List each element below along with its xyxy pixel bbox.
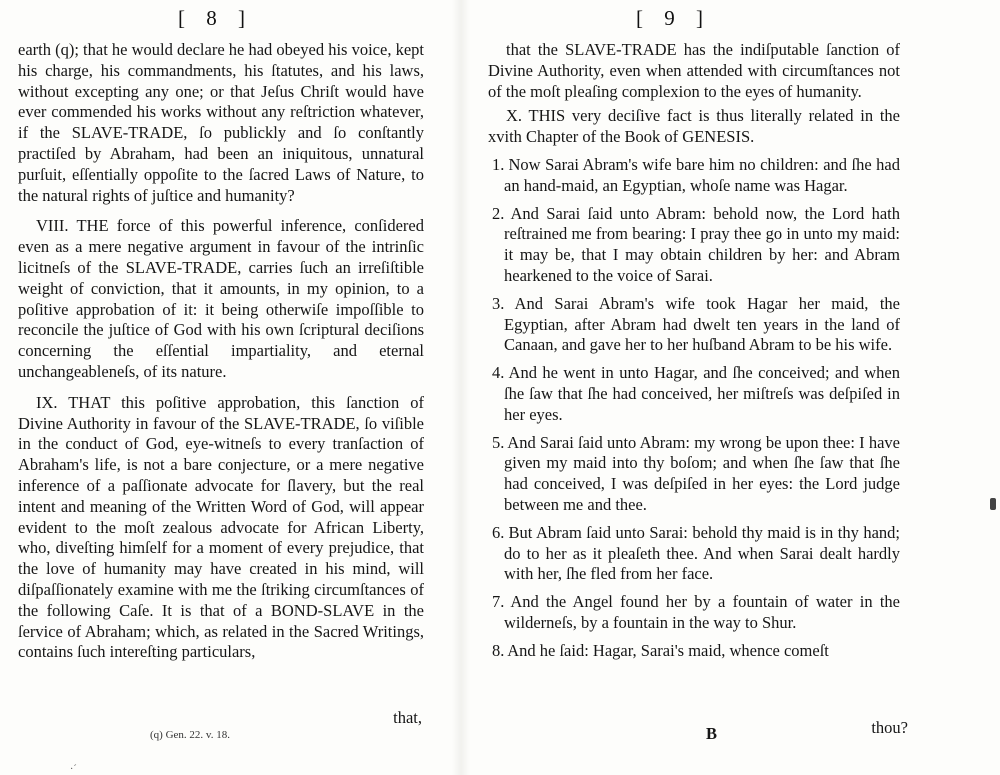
paragraph: VIII. THE force of this powerful inference, conſidered even as a mere negative argument in favour of the intrinſic licitneſs of the SLAVE-TRADE, carries ſuch an irreſiſtible weight of conviction, that it amounts, in my opinion, to a poſitive approbation of it: it being otherwiſe impoſſible to reconcile the juſtice of God with his own ſcriptural deciſions concerning the eſſential impartiality, and eternal unchangeableneſs, of its nature. bbox=[18, 216, 424, 381]
verse-list bbox=[488, 155, 900, 662]
verse-number: 5. bbox=[492, 432, 505, 452]
paragraph: IX. THAT this poſitive approbation, this ſanction of Divine Authority in favour of the SLAVE-TRADE, ſo viſible in the conduct of God, eye-witneſs to every tranſaction of Abraham's life, is not a bare conjecture, or a mere negative inference of a paſſionate advocate for ſlavery, but the real intent and meaning of the Written Word of God, will appear evident to the moſt zealous advocate for African Liberty, who, diveſting himſelf for a moment of every prejudice, that the love of humanity may have created in his mind, will diſpaſſionately examine with me the ſtriking circumſtances of the following Caſe. It is that of a BOND-SLAVE in the ſervice of Abraham; which, as related in the Sacred Writings, contains ſuch intereſting particulars, bbox=[18, 392, 424, 662]
section-heading: X. THIS very deciſive fact is thus literally related in the xvith Chapter of the Book of GENESIS. bbox=[488, 106, 900, 147]
verse-text: And the Angel found her by a fountain of water in the wilderneſs, by a fountain in the way to Shur. bbox=[504, 592, 900, 632]
verse-text: And Sarai Abram's wife took Hagar her maid, the Egyptian, after Abram had dwelt ten years in the land of Canaan, and gave her to her huſband Abram to be his wife. bbox=[504, 293, 900, 355]
verse bbox=[488, 363, 900, 425]
right-page bbox=[476, 0, 916, 775]
print-speck bbox=[990, 498, 996, 510]
verse bbox=[488, 155, 900, 197]
verse-number: 8. bbox=[492, 640, 505, 660]
page-number: [ 8 ] bbox=[178, 6, 253, 30]
verse-number: 4. bbox=[492, 363, 505, 383]
verse-text: But Abram ſaid unto Sarai: behold thy maid is in thy hand; do to her as it pleaſeth thee. And when Sarai dealt hardly with her, ſhe fled from her face. bbox=[504, 522, 900, 584]
paragraph: that the SLAVE-TRADE has the indiſputable ſanction of Divine Authority, even when attended with circumſtances not of the moſt pleaſing complexion to the eyes of humanity. bbox=[488, 40, 900, 101]
verse bbox=[488, 433, 900, 516]
paragraph: earth (q); that he would declare he had obeyed his voice, kept his charge, his commandments, his ſtatutes, and his laws, without excepting any one; or that Jeſus Chriſt would have ever commended his works without any reſtriction whatever, if the SLAVE-TRADE, ſo publickly and ſo conſtantly practiſed by Abraham, had been an iniquitous, unnatural purſuit, eſſentially oppoſite to the ſacred Laws of Nature, to the natural rights of juſtice and humanity? bbox=[18, 40, 424, 205]
verse-text: And Sarai ſaid unto Abram: my wrong be upon thee: I have given my maid into thy boſom; and when ſhe ſaw that ſhe had conceived, I was deſpiſed in her eyes: the Lord judge between me and thee. bbox=[504, 432, 900, 514]
signature-mark: B bbox=[706, 724, 718, 743]
footnote: (q) Gen. 22. v. 18. bbox=[150, 729, 230, 741]
book-gutter bbox=[452, 0, 470, 775]
verse-text: And he ſaid: Hagar, Sarai's maid, whence comeſt bbox=[507, 640, 829, 660]
verse bbox=[488, 523, 900, 585]
catchword: thou? bbox=[871, 718, 908, 737]
left-page bbox=[0, 0, 440, 775]
verse-text: And he went in unto Hagar, and ſhe conceived; and when ſhe ſaw that ſhe had conceived, her miſtreſs was deſpiſed in her eyes. bbox=[504, 363, 901, 424]
verse bbox=[488, 204, 900, 287]
verse-text: Now Sarai Abram's wife bare him no children: and ſhe had an hand-maid, an Egyptian, whoſe name was Hagar. bbox=[504, 154, 900, 195]
verse bbox=[488, 641, 900, 662]
print-speck: ·ˊ bbox=[70, 764, 77, 775]
verse-number: 7. bbox=[492, 592, 505, 612]
verse-number: 6. bbox=[492, 522, 505, 542]
verse-number: 3. bbox=[492, 293, 505, 313]
catchword: that, bbox=[393, 708, 422, 727]
verse bbox=[488, 592, 900, 634]
page-number: [ 9 ] bbox=[636, 6, 711, 30]
verse-number: 2. bbox=[492, 203, 505, 223]
page-body bbox=[488, 40, 900, 662]
verse-number: 1. bbox=[492, 154, 505, 174]
page-body bbox=[18, 40, 424, 663]
verse-text: And Sarai ſaid unto Abram: behold now, the Lord hath reſtrained me from bearing: I pray thee go in unto my maid: it may be, that I may obtain children by her: and Abram hearkened to the voice of Sarai. bbox=[504, 203, 901, 285]
verse bbox=[488, 294, 900, 356]
